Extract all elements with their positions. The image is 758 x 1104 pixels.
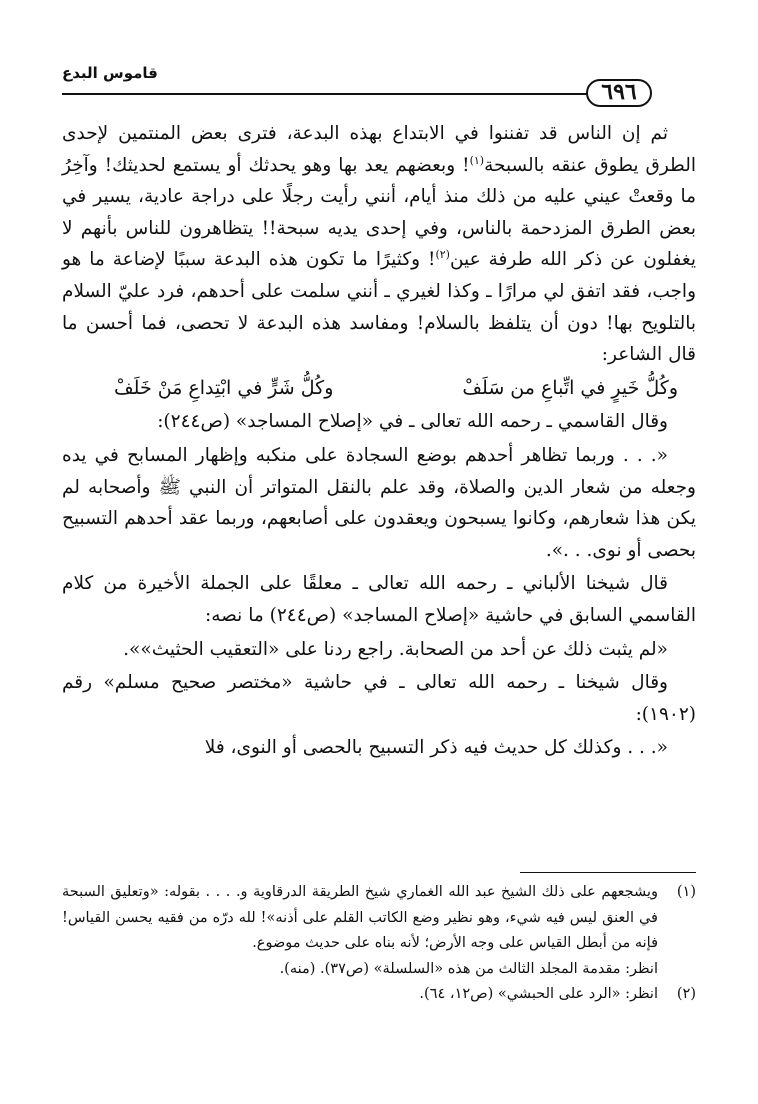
footnote-ref-2[interactable]: (٢) [435, 248, 450, 262]
footnote-text [62, 982, 658, 1008]
footnote-number: (٢) [676, 986, 696, 1002]
footnote-line: ويشجعهم على ذلك الشيخ عبد الله الغماري شيخ الطريقة الدرقاوية و. . . . بقوله: «وتعليق السبحة في العنق ليس فيه شيء، وهو نظير وضع الكاتب القلم على أذنه»! لله درّه من فقيه يحسن القياس! فإنه من أبطل القياس على وجه الأرض؛ لأنه بناه على حديث موضوع. [62, 884, 658, 951]
running-header-title: قاموس البدع [62, 64, 158, 82]
footnote-ref-1[interactable]: (١) [469, 153, 485, 167]
footnote-separator [520, 872, 696, 873]
paragraph-1-part-a: ثم إن الناس قد تفننوا في الابتداع بهذه البدعة، فترى بعض المنتمين لإحدى الطرق يطوق عنقه بالسبحة [62, 123, 697, 176]
footnote-number: (١) [676, 884, 696, 900]
paragraph-1 [62, 118, 696, 371]
footnote-1 [62, 880, 696, 982]
footnotes [62, 880, 696, 1008]
paragraph-6: وقال شيخنا ـ رحمه الله تعالى ـ في حاشية «مختصر صحيح مسلم» رقم (١٩٠٢): [62, 672, 696, 725]
header-rule [62, 93, 590, 95]
paragraph-1-part-c: ! وكثيرًا ما تكون هذه البدعة سببًا لإضاعة ما هو واجب، فقد اتفق لي مرارًا ـ وكذا لغيري ـ أنني سلمت على أحدهم، فرد عليّ السلام بالتلويح بها! دون أن يتلفظ بالسلام! ومفاسد هذه البدعة لا تحصى، فما أحسن ما قال الشاعر: [62, 249, 696, 366]
paragraph-2: وقال القاسمي ـ رحمه الله تعالى ـ في «إصلاح المساجد» (ص٢٤٤): [157, 411, 668, 433]
footnote-line: انظر: مقدمة المجلد الثالث من هذه «السلسلة» (ص٣٧). (منه). [279, 960, 658, 977]
quote-albani-2: «. . . وكذلك كل حديث فيه ذكر التسبيح بالحصى أو النوى، فلا [204, 737, 668, 759]
paragraph-1-part-b: ! وبعضهم يعد بها وهو يحدثك أو يستمع لحديثك! وآخِرُ ما وقعتْ عيني عليه من ذلك منذ أيام، أنني رأيت رجلًا على دراجة عادية، يسير في بعض الطرق المزدحمة بالناس، وفي إحدى يديه سبحة!! يتظاهرون للناس بأنهم لا يغفلون عن ذكر الله طرفة عين [62, 154, 696, 271]
footnote-line: انظر: «الرد على الحبشي» (ص١٢، ٦٤). [419, 986, 658, 1002]
footnote-text [62, 880, 658, 982]
verse-second-hemistich: وكُلُّ شَرٍّ في ابْتِداعِ مَنْ خَلَفْ [114, 376, 334, 399]
main-text [62, 118, 696, 766]
poetry-verse [62, 373, 696, 405]
footnote-2 [62, 982, 696, 1008]
paragraph-4: قال شيخنا الألباني ـ رحمه الله تعالى ـ معلقًا على الجملة الأخيرة من كلام القاسمي السابق في حاشية «إصلاح المساجد» (ص٢٤٤) ما نصه: [62, 573, 696, 626]
verse-first-hemistich: وكُلُّ خَيرٍ في اتِّباعِ من سَلَفْ [462, 376, 678, 399]
quote-albani-1: «لم يثبت ذلك عن أحد من الصحابة. راجع ردنا على «التعقيب الحثيث»». [123, 638, 668, 660]
quote-qasimi: «. . . وربما تظاهر أحدهم بوضع السجادة على منكبه وإظهار المسابح في يده وجعله من شعار الدين والصلاة، وقد علم بالنقل المتواتر أن النبي ﷺ وأصحابه لم يكن هذا شعارهم، وكانوا يسبحون ويعقدون على أصابعهم، وربما عقد أحدهم التسبيح بحصى أو نوى. . .». [62, 444, 696, 561]
page-number-badge: ٦٩٦ [586, 79, 652, 107]
